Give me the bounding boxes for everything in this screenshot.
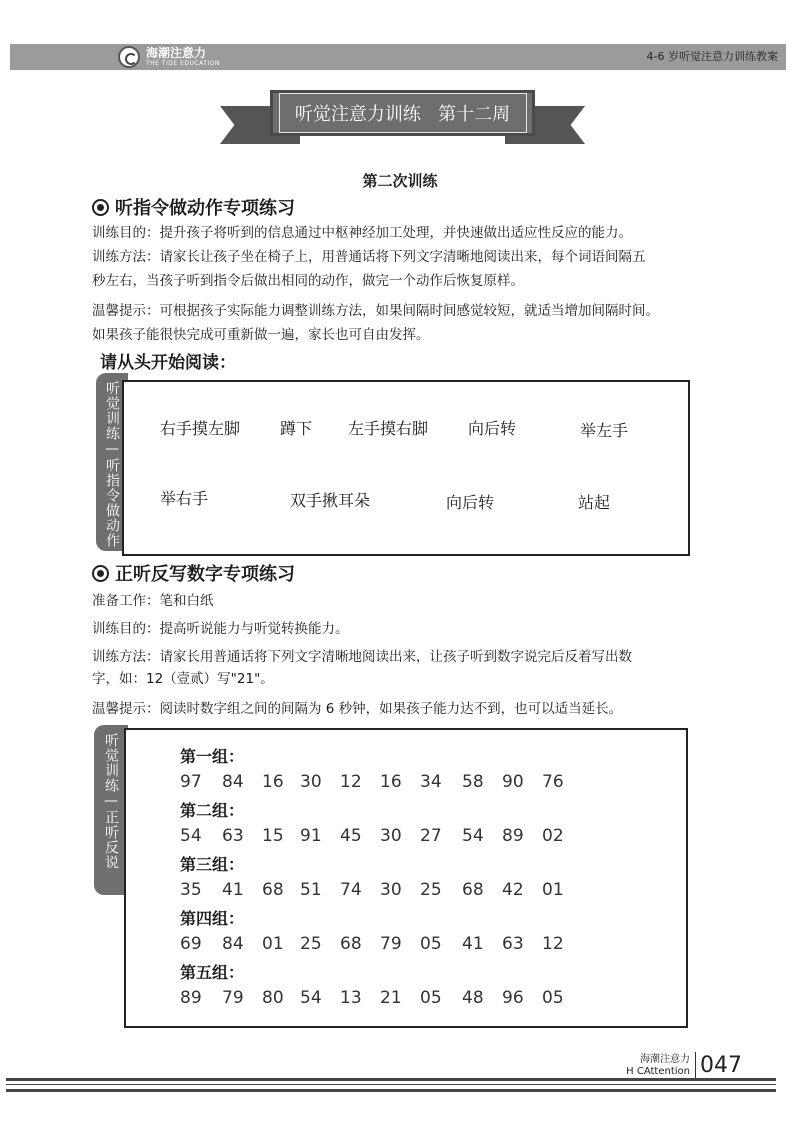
number-item: 16 [262,772,284,792]
number-item: 63 [222,826,244,846]
footer-brand-en: H CAttention [626,1066,690,1077]
section2-method-line2: 字，如：12（壹贰）写"21"。 [92,671,274,687]
number-item: 89 [502,826,524,846]
group-label: 第一组： [180,747,245,766]
bullet-circle-icon [92,199,109,216]
number-item: 58 [462,772,484,792]
number-item: 15 [262,826,284,846]
number-item: 79 [380,934,402,954]
command-item: 向后转 [446,493,495,512]
brand-subtitle: THE TIDE EDUCATION [146,60,220,67]
section2-method-line1: 训练方法：请家长用普通话将下列文字清晰地阅读出来，让孩子听到数字说完后反着写出数 [92,649,632,665]
number-item: 91 [300,826,322,846]
number-item: 05 [420,988,442,1008]
number-item: 30 [380,826,402,846]
group-label: 第二组： [180,801,245,820]
number-item: 80 [262,988,284,1008]
number-item: 05 [420,934,442,954]
footer-rule-thin [6,1084,776,1085]
section2-goal: 训练目的：提高听说能力与听觉转换能力。 [92,621,349,637]
group-label: 第四组： [180,909,245,928]
section1-method-line2: 秒左右，当孩子听到指令后做出相同的动作，做完一个动作后恢复原样。 [92,273,524,289]
number-item: 96 [502,988,524,1008]
footer-rule [6,1078,776,1081]
section1-heading [92,194,295,220]
number-item: 21 [380,988,402,1008]
number-item: 34 [420,772,442,792]
section1-tab-label: 听觉训练—听指令做动作 [104,381,120,548]
section2-tip: 温馨提示：阅读时数字组之间的间隔为 6 秒钟，如果孩子能力达不到，也可以适当延长。 [92,701,623,717]
number-item: 41 [462,934,484,954]
footer-divider [695,1052,696,1080]
number-item: 27 [420,826,442,846]
book-title: 4-6 岁听觉注意力训练教案 [646,50,778,63]
brand-name: 海潮注意力 [146,46,207,60]
number-item: 01 [542,880,564,900]
command-item: 蹲下 [280,419,313,438]
number-item: 01 [262,934,284,954]
section2-heading [92,560,295,586]
section1-method-line1: 训练方法：请家长让孩子坐在椅子上，用普通话将下列文字清晰地阅读出来，每个词语间隔五 [92,249,646,265]
number-item: 25 [300,934,322,954]
number-item: 30 [380,880,402,900]
section2-side-tab [94,725,128,895]
footer-brand [626,1054,690,1078]
command-item: 举右手 [160,489,209,508]
command-item: 双手揪耳朵 [290,491,371,510]
banner-title: 听觉注意力训练 第十二周 [279,93,527,133]
number-item: 90 [502,772,524,792]
commands-box [122,380,690,556]
number-item: 02 [542,826,564,846]
number-item: 12 [340,772,362,792]
number-item: 54 [180,826,202,846]
command-item: 站起 [578,493,611,512]
number-item: 89 [180,988,202,1008]
number-item: 05 [542,988,564,1008]
number-item: 16 [380,772,402,792]
number-groups-box [124,728,688,1028]
command-item: 举左手 [580,421,629,440]
number-item: 41 [222,880,244,900]
read-from-start-label: 请从头开始阅读： [100,353,236,373]
number-item: 97 [180,772,202,792]
command-item: 右手摸左脚 [160,419,241,438]
number-item: 51 [300,880,322,900]
number-item: 12 [542,934,564,954]
number-item: 84 [222,772,244,792]
number-item: 79 [222,988,244,1008]
section1-tip-line1: 温馨提示：可根据孩子实际能力调整训练方法，如果间隔时间感觉较短，就适当增加间隔时间。 [92,303,659,319]
number-item: 76 [542,772,564,792]
command-item: 左手摸右脚 [348,419,429,438]
group-label: 第三组： [180,855,245,874]
number-item: 42 [502,880,524,900]
number-item: 84 [222,934,244,954]
number-item: 63 [502,934,524,954]
logo-icon [118,46,140,68]
number-item: 54 [300,988,322,1008]
number-item: 68 [462,880,484,900]
number-item: 48 [462,988,484,1008]
number-item: 68 [340,934,362,954]
footer-rule-bottom [6,1089,776,1092]
section1-tip-line2: 如果孩子能很快完成可重新做一遍，家长也可自由发挥。 [92,327,430,343]
number-item: 68 [262,880,284,900]
section1-goal: 训练目的：提升孩子将听到的信息通过中枢神经加工处理，并快速做出适应性反应的能力。 [92,225,632,241]
footer-brand-cn: 海潮注意力 [640,1054,690,1065]
session-title: 第二次训练 [362,172,438,190]
section2-title: 正听反写数字专项练习 [115,564,295,585]
group-label: 第五组： [180,963,245,982]
number-item: 74 [340,880,362,900]
brand-logo [118,44,226,70]
section2-tab-label: 听觉训练—正听反说 [103,733,119,870]
section2-prep: 准备工作：笔和白纸 [92,593,214,609]
section1-title: 听指令做动作专项练习 [115,198,295,219]
number-item: 69 [180,934,202,954]
number-item: 25 [420,880,442,900]
number-item: 30 [300,772,322,792]
week-banner [220,88,585,156]
number-item: 54 [462,826,484,846]
number-item: 45 [340,826,362,846]
bullet-circle-icon [92,565,109,582]
command-item: 向后转 [468,419,517,438]
page-number: 047 [700,1053,742,1078]
number-item: 35 [180,880,202,900]
number-item: 13 [340,988,362,1008]
